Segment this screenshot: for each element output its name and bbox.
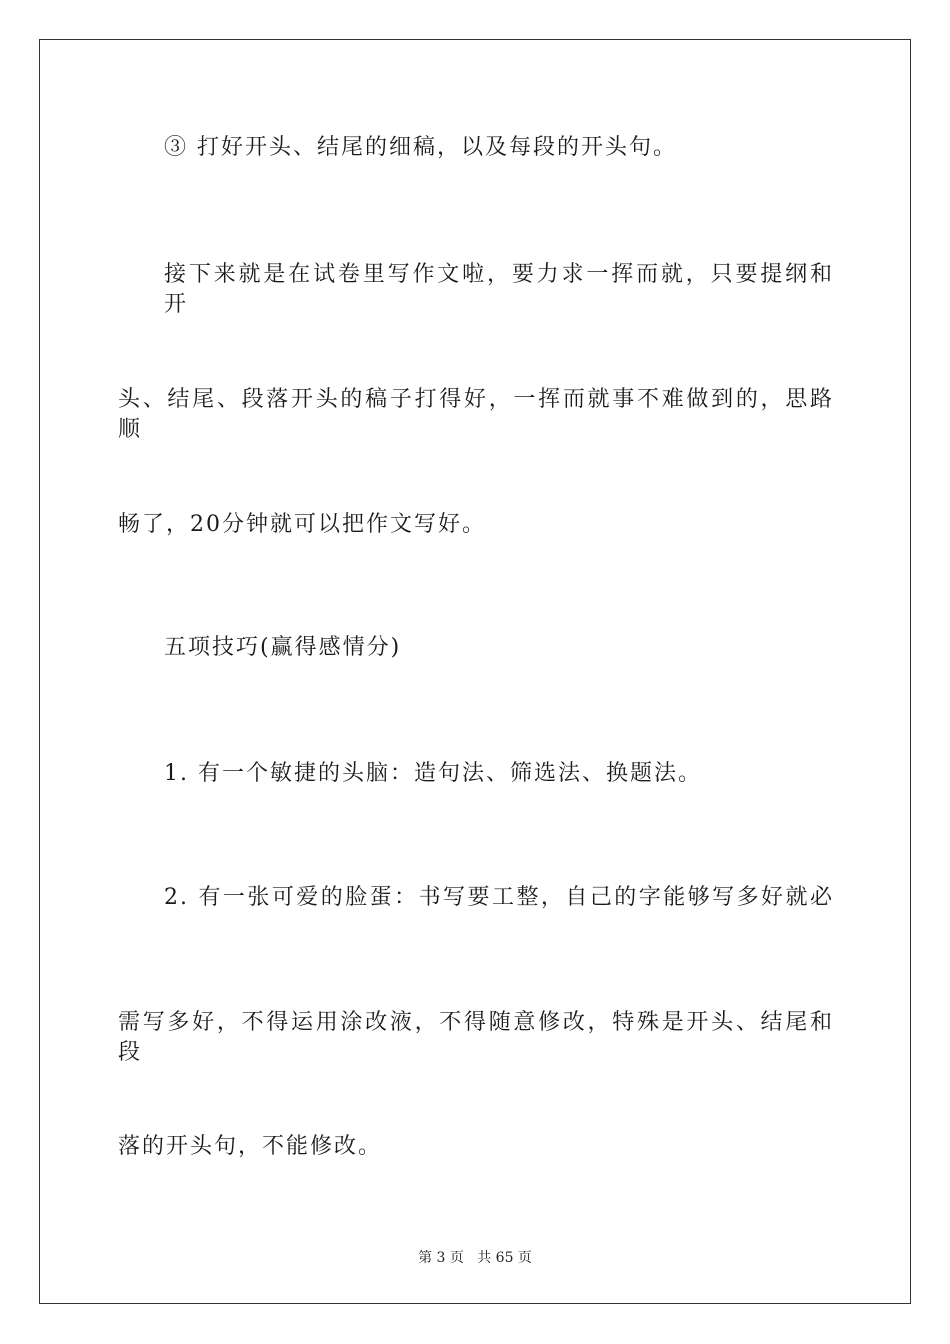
page-number-footer: 第 3 页 共 65 页	[418, 1250, 532, 1266]
section-heading: 五项技巧(赢得感情分)	[164, 635, 402, 660]
paragraph-line: 头、结尾、段落开头的稿子打得好，一挥而就事不难做到的，思路顺	[118, 387, 834, 442]
paragraph-line: 落的开头句，不能修改。	[118, 1134, 383, 1159]
paragraph-line: 接下来就是在试卷里写作文啦，要力求一挥而就，只要提纲和开	[164, 262, 834, 317]
paragraph-line: 畅了，20分钟就可以把作文写好。	[118, 512, 486, 537]
list-item: 2. 有一张可爱的脸蛋：书写要工整，自己的字能够写多好就必	[164, 885, 834, 910]
paragraph-line: ③ 打好开头、结尾的细稿，以及每段的开头句。	[164, 135, 677, 160]
paragraph-line: 需写多好，不得运用涂改液，不得随意修改，特殊是开头、结尾和段	[118, 1010, 834, 1065]
page-border	[39, 39, 911, 1304]
list-item: 1. 有一个敏捷的头脑：造句法、筛选法、换题法。	[164, 761, 702, 786]
